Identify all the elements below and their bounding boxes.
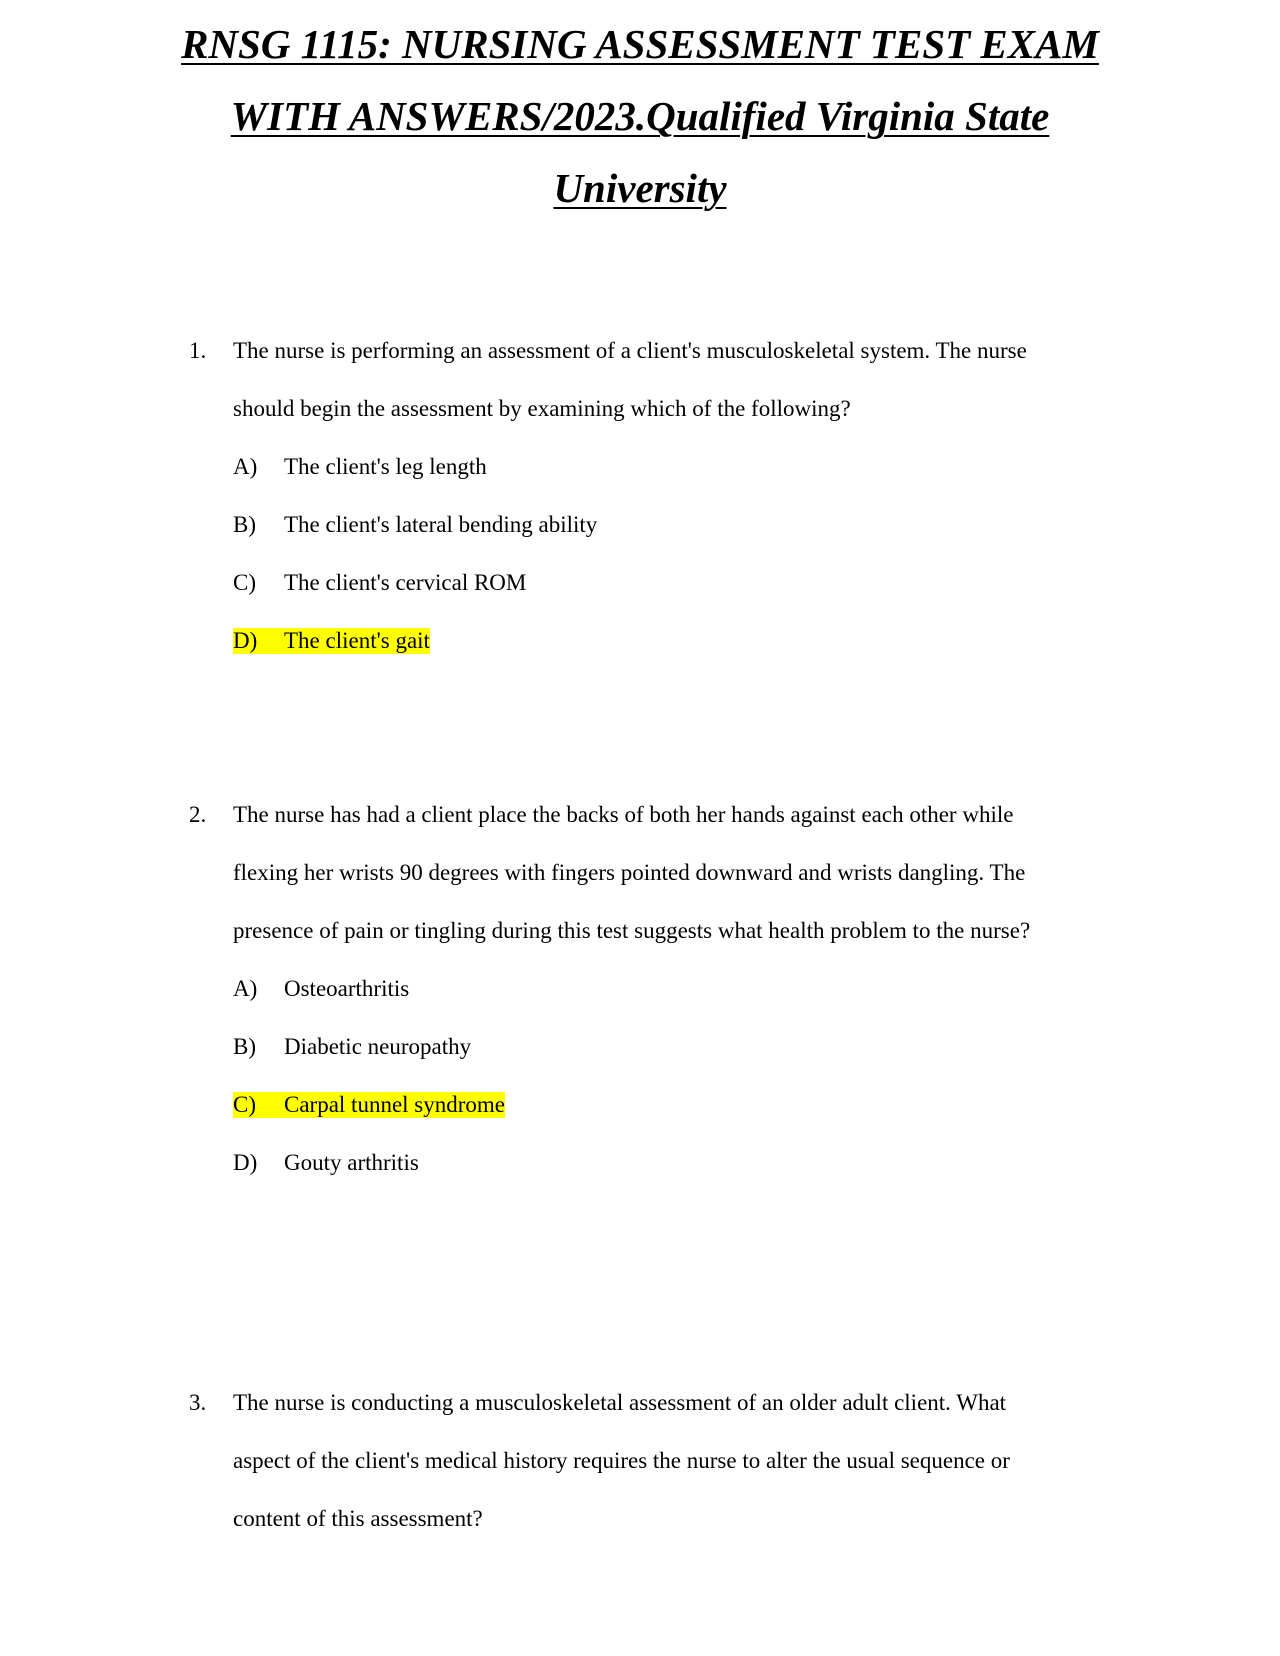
answer-option-c-correct — [233, 1092, 505, 1118]
option-letter: D) — [233, 628, 258, 653]
document-title — [120, 8, 1160, 224]
option-letter: C) — [233, 1092, 256, 1117]
option-text: Diabetic neuropathy — [284, 1034, 472, 1059]
answer-option-c — [233, 570, 526, 596]
option-text: The client's lateral bending ability — [284, 512, 598, 537]
option-text: Carpal tunnel syndrome — [284, 1092, 506, 1117]
option-text: The client's cervical ROM — [284, 570, 527, 595]
question-text-line: content of this assessment? — [233, 1506, 483, 1531]
answer-option-b — [233, 512, 597, 538]
title-line-3: University — [553, 165, 727, 211]
question-text-line: The nurse has had a client place the backs of both her hands against each other while — [233, 802, 1014, 827]
option-letter: A) — [233, 976, 258, 1001]
question-text-line: should begin the assessment by examining which of the following? — [233, 396, 851, 421]
answer-option-d — [233, 1150, 419, 1176]
option-text: Osteoarthritis — [284, 976, 410, 1001]
option-letter: A) — [233, 454, 258, 479]
question-number: 2. — [189, 802, 207, 827]
question-text-line: aspect of the client's medical history requires the nurse to alter the usual sequence or — [233, 1448, 1010, 1473]
question-text-line: presence of pain or tingling during this test suggests what health problem to the nurse? — [233, 918, 1031, 943]
question-text-line: The nurse is conducting a musculoskeletal assessment of an older adult client. What — [233, 1390, 1007, 1415]
option-letter: D) — [233, 1150, 258, 1175]
option-text: Gouty arthritis — [284, 1150, 419, 1175]
answer-option-a — [233, 454, 487, 480]
title-line-2: WITH ANSWERS/2023.Qualified Virginia State — [230, 93, 1050, 139]
answer-option-b — [233, 1034, 471, 1060]
title-line-1: RNSG 1115: NURSING ASSESSMENT TEST EXAM — [181, 21, 1099, 67]
option-text: The client's gait — [284, 628, 430, 653]
option-letter: B) — [233, 1034, 256, 1059]
option-text: The client's leg length — [284, 454, 487, 479]
question-text-line: flexing her wrists 90 degrees with fingers pointed downward and wrists dangling. The — [233, 860, 1026, 885]
answer-option-a — [233, 976, 409, 1002]
answer-option-d-correct — [233, 628, 430, 654]
option-letter: B) — [233, 512, 256, 537]
option-letter: C) — [233, 570, 256, 595]
question-number: 3. — [189, 1390, 207, 1415]
question-text-line: The nurse is performing an assessment of a client's musculoskeletal system. The nurse — [233, 338, 1027, 363]
question-number: 1. — [189, 338, 207, 363]
